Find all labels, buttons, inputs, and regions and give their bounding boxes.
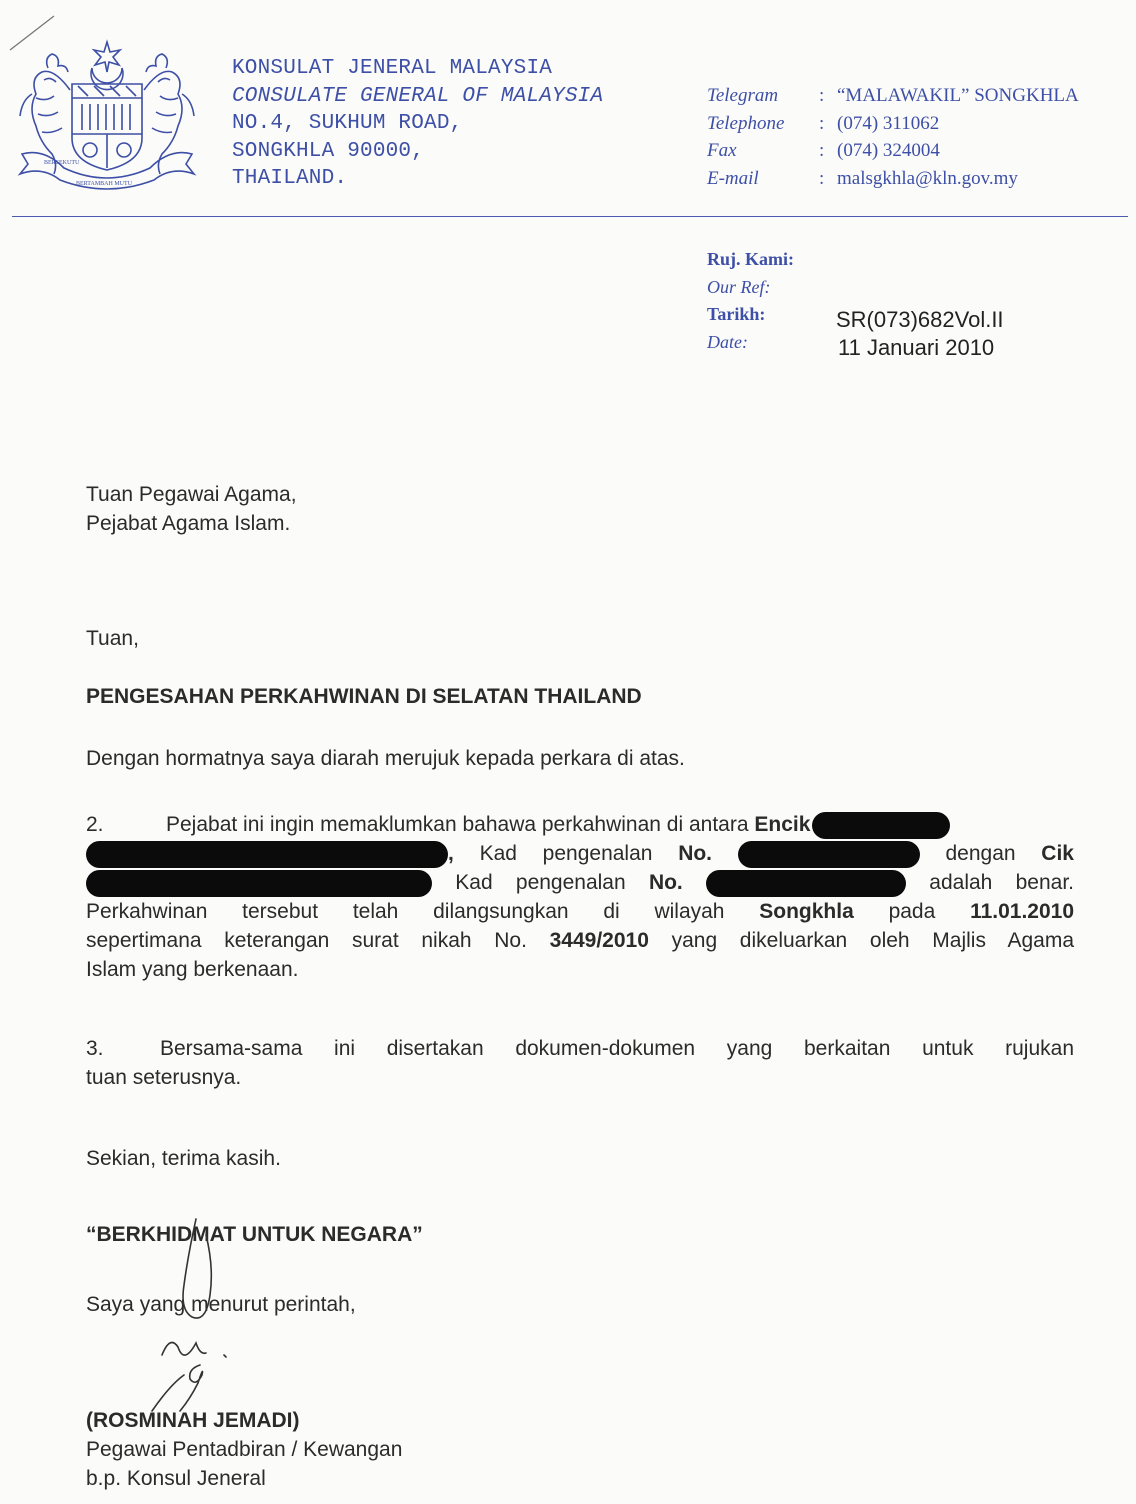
contact-telegram: [707, 82, 1079, 110]
contact-separator: :: [819, 112, 825, 134]
address-line-3: THAILAND.: [232, 167, 348, 190]
address-line-2: SONGKHLA 90000,: [232, 139, 425, 163]
contact-separator: :: [819, 167, 825, 189]
paragraph-2-line-1: 2. Pejabat ini ingin memaklumkan bahawa perkahwinan di antara Encik: [86, 810, 1096, 839]
contact-label: Telephone: [707, 112, 785, 134]
paragraph-3-line-2: tuan seterusnya.: [86, 1066, 242, 1089]
signer-title: Pegawai Pentadbiran / Kewangan: [86, 1438, 403, 1461]
paragraph-number: 3.: [86, 1037, 104, 1060]
ruj-kami-label: Ruj. Kami:: [707, 249, 794, 269]
salutation: Tuan,: [86, 627, 139, 650]
date-label: Date:: [707, 331, 748, 352]
svg-text:BERTAMBAH MUTU: BERTAMBAH MUTU: [76, 181, 132, 187]
contact-label: E-mail: [707, 167, 759, 189]
letterhead-address: [232, 55, 603, 193]
paragraph-2-line-6: Islam yang berkenaan.: [86, 958, 299, 981]
paragraph-3: [86, 1034, 1074, 1092]
consulate-name-english: CONSULATE GENERAL OF MALAYSIA: [232, 84, 604, 108]
closing: Sekian, terima kasih.: [86, 1147, 281, 1170]
contact-fax: [707, 137, 1079, 165]
contact-value: (074) 324004: [837, 140, 940, 161]
signer-block: [86, 1406, 402, 1493]
paragraph-1: Dengan hormatnya saya diarah merujuk kepada perkara di atas.: [86, 747, 685, 770]
contact-value: (074) 311062: [837, 112, 940, 134]
paragraph-number: 2.: [86, 813, 104, 836]
recipient-line-1: Tuan Pegawai Agama,: [86, 483, 297, 506]
consulate-name-malay: KONSULAT JENERAL MALAYSIA: [232, 57, 553, 80]
redaction-bar: [86, 841, 448, 868]
contact-label: Fax: [707, 140, 737, 161]
reference-labels: [707, 246, 794, 356]
svg-text:BERSEKUTU: BERSEKUTU: [44, 160, 80, 166]
redaction-bar: [738, 841, 920, 868]
slogan: “BERKHIDMAT UNTUK NEGARA”: [86, 1223, 423, 1246]
contact-separator: :: [819, 85, 825, 106]
malaysia-coat-of-arms-icon: [14, 38, 200, 192]
signer-on-behalf: b.p. Konsul Jeneral: [86, 1467, 266, 1490]
contact-label: Telegram: [707, 85, 779, 106]
reference-number: SR(073)682Vol.II: [836, 307, 1004, 332]
letterhead-divider: [12, 216, 1128, 217]
handwritten-signature: [140, 1215, 250, 1415]
redaction-bar: [812, 812, 950, 839]
paragraph-2-line-3: Kad pengenalan No. adalah benar.: [86, 868, 1074, 897]
our-ref-label: Our Ref:: [707, 276, 771, 297]
paragraph-3-line-1: 3. Bersama-sama ini disertakan dokumen-dokumen yang berkaitan untuk rujukan: [86, 1034, 1074, 1063]
contact-telephone: [707, 110, 1079, 138]
paragraph-2: [86, 810, 1096, 984]
address-line-1: NO.4, SUKHUM ROAD,: [232, 112, 463, 135]
contact-value: “MALAWAKIL” SONGKHLA: [837, 85, 1079, 106]
tarikh-label: Tarikh:: [707, 304, 766, 324]
signer-name: (ROSMINAH JEMADI): [86, 1409, 300, 1432]
contact-value: malsgkhla@kln.gov.my: [837, 167, 1018, 189]
contact-separator: :: [819, 140, 825, 161]
subject-heading: PENGESAHAN PERKAHWINAN DI SELATAN THAILAND: [86, 685, 642, 708]
recipient-block: [86, 480, 297, 538]
letter-date: 11 Januari 2010: [838, 335, 995, 360]
contact-email: [707, 165, 1079, 193]
recipient-line-2: Pejabat Agama Islam.: [86, 512, 291, 535]
redaction-bar: [86, 870, 432, 897]
contact-block: [707, 82, 1079, 192]
reference-values: [836, 306, 1004, 362]
paragraph-2-line-4: Perkahwinan tersebut telah dilangsungkan di wilayah Songkhla pada 11.01.2010: [86, 900, 1075, 923]
redaction-bar: [706, 870, 906, 897]
paragraph-2-line-2: , Kad pengenalan No. dengan Cik: [86, 839, 1074, 868]
paragraph-2-line-5: sepertimana keterangan surat nikah No. 3449/2010 yang dikeluarkan oleh Majlis Agama: [86, 929, 1074, 952]
sign-off: Saya yang menurut perintah,: [86, 1293, 356, 1316]
